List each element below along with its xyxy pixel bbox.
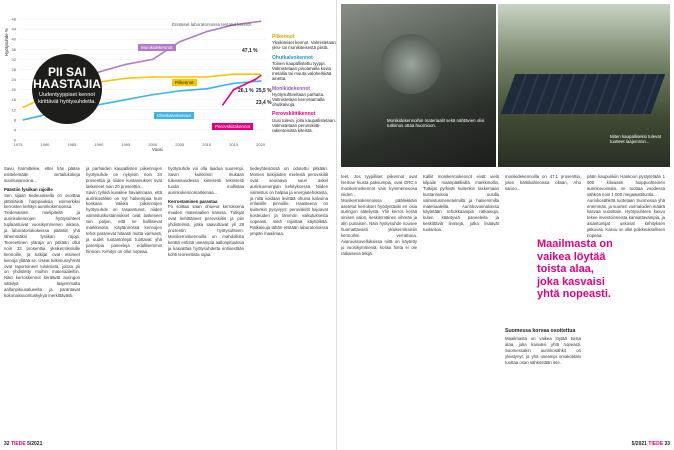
right-page <box>337 0 674 450</box>
x-tick-label: 2020 <box>256 142 266 147</box>
photo-caption-1: Monikidekennoihin materiaalit sekä nähtävien olisi tutkimus ottaa huomioon. <box>387 118 485 129</box>
x-tick-label: 2000 <box>148 142 158 147</box>
data-point <box>233 82 235 84</box>
y-tick-label: 4 <box>13 127 16 133</box>
data-point <box>125 77 127 79</box>
y-tick-label: 24 <box>11 77 16 83</box>
data-point <box>179 41 181 43</box>
data-point <box>233 73 235 75</box>
y-tick-label: 8 <box>13 117 16 123</box>
data-point <box>206 31 208 33</box>
value-label-4: 23,4 % <box>256 100 272 106</box>
data-point <box>244 84 246 86</box>
y-tick-label: 36 <box>11 46 16 52</box>
x-axis-label: Vuosi <box>152 147 163 152</box>
y-tick-label: 12 <box>11 107 16 113</box>
data-point <box>206 76 208 78</box>
article-col-7: monikidekennoilla on 47,1 prosenttia, joten kärkikahinoissa ollaan, Aho sanoo... <box>505 174 581 191</box>
data-point <box>125 64 127 66</box>
value-label-1: 47,1 % <box>242 48 258 54</box>
article-col-6: Kalliit monikerroskennot eivät vielä kilpaile maanpäällisillä markkinoilla. Tutkijat pyrkivät kuitenkin laskemaan kustannuksia uusilla valmistusmenetelmillä ja halvemmilla materiaaleilla. Aurinkovoimaloissa käytetään tehokkaampia ratkaisuja, kuten kääntyviä paneeleita ja keskittäviä linssejä, jotka lisäävät tuotantoa. <box>423 174 499 233</box>
x-tick-label: 2005 <box>175 142 185 147</box>
data-point <box>260 20 262 22</box>
value-label-2: 26,1 % <box>238 88 254 94</box>
solar-panel-row <box>501 74 666 114</box>
series-label-pii: Piikennot <box>172 79 197 86</box>
section-heading: Suomessa korvaa osoitettua <box>505 328 576 334</box>
article-col-2: ja parhaiden kaupallisten piikennojen hyötysuhde on nykyisin noin 24 prosenttia ja niiden kustannukset ovat laskeneet noin 20 prosenttia... Savin tyrkkä kuvailee havaintoaan, että aurinkosähkö on nyt halvempaa kuin koskaan. Vaikka piikennojen hyötysuhde on tasaantunut, niiden valmistuskustannukset ovat laskeneet niin paljon, että ne hallitsevat markkinoita. Käytännössä kennojen tehot paranevat hitaasti mutta varmasti, ja uudet tuotantolinjat tuottavat yhä parempia paneeleja edullisemmin hinnoin. Kehitys on ollut nopeaa. <box>86 166 162 254</box>
data-point <box>125 99 127 101</box>
efficiency-chart <box>4 4 336 154</box>
photo-detail <box>381 34 441 94</box>
chart-title-badge <box>32 54 102 124</box>
article-col-5: teet. Jos tyypilliset piikennot ovat hieman hiusta paksumpia, ovat ORC:n monikerroskennot vain kymmenesosa niiden... Monikerroskennoissa päällekkäin asetetut kerrokset hyödyntävät eri osia auringon säteilystä. Ylin kerros kerää sinisen valon, keskimmäinen vihreän ja alin punaisen. Näin hyötysuhde nousee huomattavasti yksikerroksisiin kennoihin verrattuna. Avaruussovelluksissa niitä on käytetty jo vuosikymmeniä, koska hinta ei ole ratkaiseva tekijä. <box>341 174 417 256</box>
data-point <box>254 79 256 81</box>
x-tick-label: 2015 <box>229 142 239 147</box>
x-tick-label: 1995 <box>121 142 131 147</box>
article-col-4: tiedeyhteisössä on odotettu pitkään. Monien tutkijoiden mielestä perovskiitit ovat seuraava suuri askel aurinkoenergian kehityksessä. Niiden valmistus on halpaa ja energiatehokasta, ja niitä voidaan levittää ohuina kalvoina erilaisille pinnoille. Haasteena on kuitenkin pysyvyys: perovskiitit hajoavat kosteuden ja lämmön vaikutuksesta nopeasti, mikä rajoittaa käyttöikää. Ratkaisuja tähän etsitään laboratorioissa ympäri maailmaa. <box>250 166 328 236</box>
photo-solar-materials <box>341 4 496 167</box>
data-point <box>233 89 235 91</box>
photo-solar-panels <box>498 4 670 167</box>
data-point <box>152 58 154 60</box>
data-point <box>260 75 262 77</box>
y-tick-label: 16 <box>11 97 16 103</box>
x-tick-label: 1990 <box>94 142 104 147</box>
y-tick-label: 44 <box>11 26 16 32</box>
article-col-3: hyötysuhde voi olla laadua suurempi. Savin kuikkimin mukaan tulevaisuudessa kiireisesti teknisesti tuoda mullistaa aurinkokennomarkkinaa... Kerrostaminen parantaa Pii soittaa vaan ohuena kerroksena muiden materiaalien kanssa. Tutkijat ovat kehittäneet perovskiitin ja piin yhdistelmiä, jotka saavuttavat yli 29 prosentin hyötysuhteen. Monikerroskennoilla on mahdollista kerätä entistä useampia aallonpituuksia ja kasvattaa hyötysuhdetta entisestään kohti teoreettista rajaa. <box>168 166 244 257</box>
series-label-monikide: Monikidekennot <box>138 44 176 51</box>
article-col-1: Savu harmitteleе, ettei hän pääse esittelemään vertailukokeja suoritusarvoina... Päästiin fysiikan rajoille Sen sijaan tiedeuutisella on osoittaa jättimäisiä harppauksia esimerkiksi kerrosten kehitys aurinkokennoissa. Tiedenaisten mielipiteitä ja aurinkokennojen hyötysuhteet tuplaantuivat vuosikymmenen aikana, ja laboratoriokokeissa päästiin yhä lähemmäksi fysiikan rajoja. Teoreettinen yläraja on pitkään ollut noin 33 prosenttia yksikerroksisille kennoille, ja tutkijat ovat etsineet keinoja ylittää se. Useat tutkimusryhmät ovat raportoineet tuloksista, joissa pii on yhdistetty muihin materiaaleihin. Näin kerroskennot keräävät auringon säteilyä laajemmalta aallonpituusalueelta ja parantavat kokonaissuorituskykyä merkittävästi. <box>4 166 80 299</box>
section-heading: Päästiin fysiikan rajoille <box>4 186 53 192</box>
chart-legend <box>272 34 337 137</box>
photo-caption-2: Miten kaupalliseksi tulevat tuotteet laajemmin... <box>610 134 662 145</box>
y-tick-label: 0 <box>13 137 16 143</box>
section-heading: Kerrostaminen parantaa <box>168 198 218 204</box>
data-point <box>22 119 24 121</box>
data-point <box>260 80 262 82</box>
y-tick-label: 20 <box>11 87 16 93</box>
series-label-ohutkalvo: Ohutkalvokennot <box>154 112 194 119</box>
legend-item: Monikidekennot Hyötysuhteeltaan parhaita. Valmistetaan kerrostamalla ohutkalvoja. <box>272 85 325 108</box>
article-col-9: pään kaupunkiin Hankoon pystytetään 1 000 kilowatin huippuohteinen aurinkovoimala, se tuottaa vuodessa sähköä noin 1 000 megawattituntia... Aurinkosähköä tuotetaan Suomessa yhä enemmän, ja suurten voimaloiden määrä kasvaa vuosittain. Hyötysuhteen kasvu tekee investoinneista kannattavampia, ja asiantuntijat uskovat kehityksen jatkuvan. Kasvu on ollut poikkeuksellisen nopeaa. <box>587 174 665 239</box>
chart-subtitle: Uudentyyppiset kennot kirittävät hyötysuhdetta. <box>38 92 96 105</box>
y-tick-label: 40 <box>11 36 16 42</box>
y-tick-label: 32 <box>11 56 16 62</box>
data-point <box>22 106 24 108</box>
page-number-right: 5/2021 TIEDE 33 <box>631 441 670 447</box>
x-tick-label: 2010 <box>202 142 212 147</box>
data-point <box>206 88 208 90</box>
x-tick-label: 1985 <box>67 142 77 147</box>
value-label-3: 25,5 % <box>256 88 272 94</box>
chart-title: PII SAI HAASTAJIA <box>33 65 101 91</box>
legend-item: Ohutkalvokennot Toinen kaupallistettu tyyppi. Valmistetaan pinoamalla kuvia metallia tai muuta valoherkkää ainetta. <box>272 54 332 82</box>
series-label-perovskiitti: Perovskiittikennot <box>212 123 253 130</box>
data-point <box>222 104 224 106</box>
page-number-left: 32 TIEDE 5/2021 <box>4 441 43 447</box>
y-tick-label: 48 <box>11 16 16 22</box>
y-tick-label: 28 <box>11 66 16 72</box>
chart-annotation-top: Erinäiset laboratorioissa testatut kennot <box>172 22 251 27</box>
data-point <box>152 76 154 78</box>
data-point <box>179 90 181 92</box>
legend-item: Piikennot Yksikiteiset kennot. Valmistetaan yksi- tai monikiteisestä piistä. <box>272 34 336 51</box>
x-tick-label: 1975 <box>13 142 23 147</box>
y-axis-label: Hyötysuhde % <box>4 28 9 56</box>
pull-quote: Maailmasta on vaikea löytää toista alaa, joka kasvaisi yhtä nopeasti. <box>537 238 613 300</box>
data-point <box>152 94 154 96</box>
legend-item: Perovskiittikennot Uusi tuleva, joita kaupallistetaan. Valmistetaan perovskiitti-rakenteisista kiteistä. <box>272 111 336 134</box>
x-tick-label: 1980 <box>40 142 50 147</box>
article-col-8: Maailmasta on vaikea löytää toista alaa, joka kasvaisi yhtä nopeasti. Suomessakin aurinkosähkö on yleistynyt, ja yhä useampi omakotitalo tuottaa osan sähköstään itse. <box>505 336 581 365</box>
